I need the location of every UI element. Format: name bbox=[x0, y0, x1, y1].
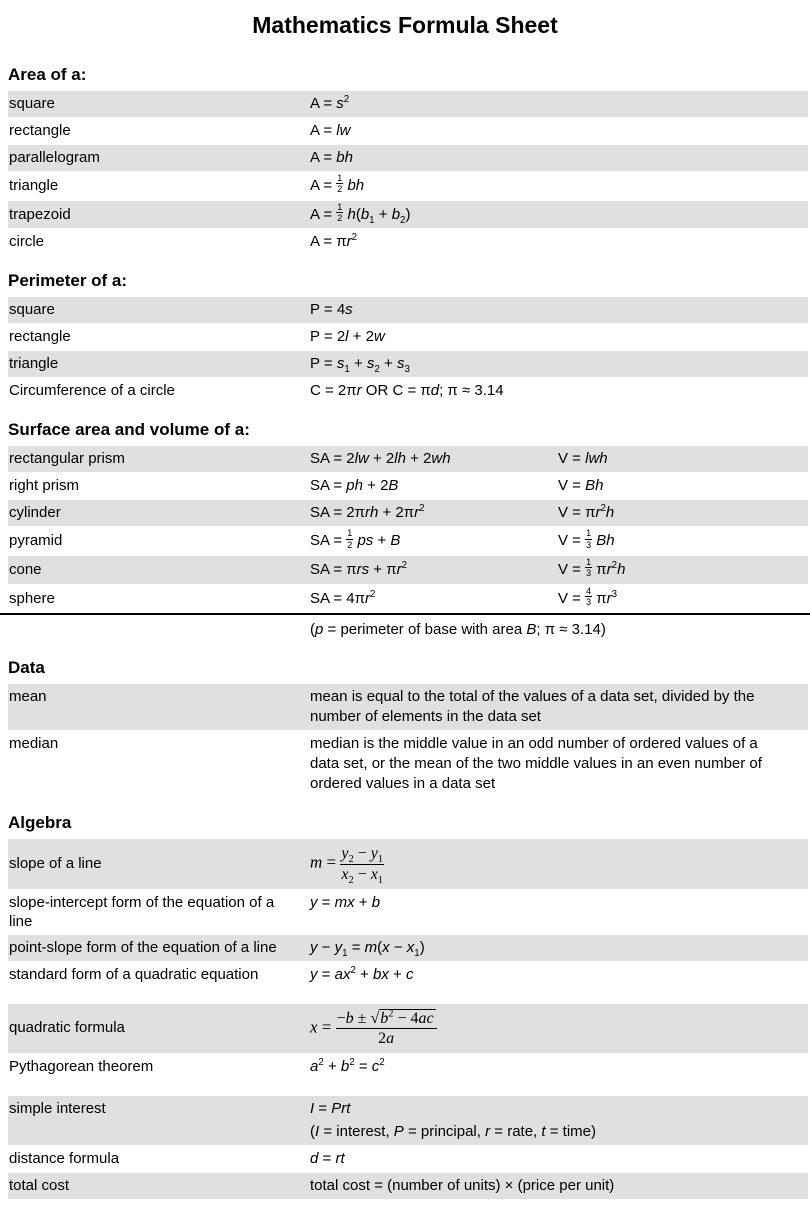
row-square bbox=[8, 297, 808, 323]
row-label: total cost bbox=[9, 1177, 70, 1195]
row-formula: median is the middle value in an odd number of ordered values of a data set, or the mean of the two middle values in an even number of ordered values in a data set bbox=[310, 735, 762, 793]
row-label: pyramid bbox=[9, 532, 63, 550]
row-formula: SA = $\frac{1}{2}$ ps + B bbox=[310, 528, 401, 550]
section-area-of-a bbox=[0, 65, 810, 255]
table-footnote: (p = perimeter of base with area B; π ≈ 3.14) bbox=[310, 621, 606, 639]
row-label: cylinder bbox=[9, 504, 61, 522]
row-label: Circumference of a circle bbox=[9, 382, 175, 400]
row-label: parallelogram bbox=[9, 149, 100, 166]
table-divider bbox=[0, 613, 810, 615]
row-formula: $y = ax^2$ + bx + c bbox=[310, 964, 414, 983]
row-distance-formula bbox=[8, 1146, 808, 1172]
row-mean bbox=[8, 684, 808, 730]
row-triangle bbox=[8, 351, 808, 377]
row-label: cone bbox=[9, 560, 42, 578]
row-label: point-slope form of the equation of a line bbox=[9, 938, 277, 956]
row-formula: mean is equal to the total of the values of a data set, divided by the number of elements in the data set bbox=[310, 688, 755, 726]
row-label: circle bbox=[9, 233, 45, 251]
row-formula: P = 2l + 2w bbox=[310, 328, 385, 346]
row-formula: SA = 2lw + 2lh + 2wh bbox=[310, 450, 451, 468]
row-cone bbox=[8, 556, 808, 584]
row-formula: A = bh bbox=[310, 149, 353, 166]
row-cylinder bbox=[8, 500, 808, 526]
row-label: triangle bbox=[9, 176, 59, 194]
row-slope-intercept-form-of-the-equation-of-a-line bbox=[8, 890, 808, 934]
row-formula: x = $\frac{-b \pm √b^2 - 4ac}{2a}$ bbox=[310, 1009, 796, 1048]
row-formula: A = lw bbox=[310, 122, 351, 139]
row-label: simple interest bbox=[9, 1100, 106, 1118]
row-median bbox=[8, 731, 808, 797]
section-heading: Data bbox=[8, 658, 45, 678]
row-formula: $y - y_1 = m(x - x_1)$ bbox=[310, 938, 425, 959]
row-formula: A = $\frac{1}{2}$ $h(b_1 + b_2)$ bbox=[310, 201, 411, 226]
row-label: distance formula bbox=[9, 1150, 120, 1168]
section-heading: Algebra bbox=[8, 813, 72, 833]
section-data bbox=[0, 658, 810, 797]
square-root: $√b^2 - 4ac$ bbox=[370, 1008, 434, 1027]
row-formula: $a^2 + b^2 = c^2$ bbox=[310, 1057, 385, 1076]
row-slope-of-a-line bbox=[8, 839, 808, 888]
row-formula-volume: V = $\frac{1}{3}$ $\pi r^2h$ bbox=[558, 557, 626, 579]
row-formula-volume: V = $\frac{4}{3}$ $\pi r^3$ bbox=[558, 585, 618, 608]
row-trapezoid bbox=[8, 201, 808, 229]
row-label: square bbox=[9, 301, 55, 319]
row-spacer bbox=[0, 989, 810, 1004]
row-formula-volume: V = $\frac{1}{3}$ Bh bbox=[558, 528, 615, 550]
sections bbox=[0, 65, 810, 1199]
row-circle bbox=[8, 229, 808, 255]
row-formula-volume: V = lwh bbox=[558, 450, 608, 468]
row-sphere bbox=[8, 585, 808, 613]
row-rectangle bbox=[8, 324, 808, 350]
row-total-cost bbox=[8, 1173, 808, 1199]
section-perimeter-of-a bbox=[0, 271, 810, 404]
row-formula: m = $\frac{y_2 - y_1}{x_2 - x_1}$ bbox=[310, 845, 384, 886]
row-simple-interest bbox=[8, 1096, 808, 1145]
row-label: standard form of a quadratic equation bbox=[9, 965, 259, 983]
row-formula-volume: $V = \pi r^2h$ bbox=[558, 503, 615, 522]
row-formula: C = 2πr OR C = πd; π ≈ 3.14 bbox=[310, 382, 504, 400]
row-formula: SA = $4\pi r^2$ bbox=[310, 588, 376, 607]
row-rectangular-prism bbox=[8, 446, 808, 472]
section-heading: Perimeter of a: bbox=[8, 271, 128, 291]
row-label: slope of a line bbox=[9, 855, 102, 873]
page-title: Mathematics Formula Sheet bbox=[252, 12, 558, 38]
row-formula: SA = $2\pi rh + 2\pi r^2$ bbox=[310, 503, 425, 522]
row-right-prism bbox=[8, 473, 808, 499]
section-surface-area-and-volume-of-a bbox=[0, 420, 810, 642]
row-label: triangle bbox=[9, 355, 59, 373]
row-formula-volume: V = Bh bbox=[558, 477, 604, 495]
formula-sheet-page bbox=[0, 12, 810, 1199]
row-parallelogram bbox=[8, 145, 808, 171]
row-pythagorean-theorem bbox=[8, 1054, 808, 1080]
row-label: square bbox=[9, 95, 55, 112]
row-label: rectangle bbox=[9, 328, 71, 346]
row-circumference-of-a-circle bbox=[8, 378, 808, 404]
row-formula: $P = s_1 + s_2 + s_3$ bbox=[310, 355, 410, 376]
row-label: median bbox=[9, 735, 59, 753]
row-label: rectangle bbox=[9, 122, 71, 139]
row-triangle bbox=[8, 172, 808, 200]
row-pyramid bbox=[8, 527, 808, 555]
row-label: sphere bbox=[9, 589, 55, 607]
row-standard-form-of-a-quadratic-equation bbox=[8, 962, 808, 988]
section-algebra bbox=[0, 813, 810, 1199]
formula-note: (I = interest, P = principal, r = rate, t = time) bbox=[310, 1123, 596, 1141]
row-formula: d = rt bbox=[310, 1150, 345, 1168]
row-formula: I = Prt (I = interest, P = principal, r = rate, t = time) bbox=[310, 1099, 796, 1142]
row-point-slope-form-of-the-equation-of-a-line bbox=[8, 935, 808, 961]
row-formula: SA = ph + 2B bbox=[310, 477, 399, 495]
row-square bbox=[8, 91, 808, 117]
section-heading: Surface area and volume of a: bbox=[8, 420, 250, 440]
row-label: slope-intercept form of the equation of a line bbox=[9, 893, 275, 930]
row-formula: $A = s^2$ bbox=[310, 94, 350, 112]
row-formula: P = 4s bbox=[310, 301, 353, 319]
row-label: right prism bbox=[9, 477, 80, 495]
row-formula: $A = \pi r^2$ bbox=[310, 232, 358, 251]
row-formula: A = $\frac{1}{2}$ bh bbox=[310, 173, 365, 195]
row-label: rectangular prism bbox=[9, 450, 125, 468]
row-formula: total cost = (number of units) × (price per unit) bbox=[310, 1177, 615, 1195]
row-quadratic-formula bbox=[8, 1004, 808, 1053]
row-label: Pythagorean theorem bbox=[9, 1058, 154, 1076]
row-spacer bbox=[0, 1081, 810, 1096]
row-formula: y = mx + b bbox=[310, 893, 381, 911]
row-label: mean bbox=[9, 688, 47, 706]
section-heading: Area of a: bbox=[8, 65, 87, 84]
row-label: quadratic formula bbox=[9, 1019, 125, 1037]
row-formula: SA = $\pi rs + \pi r^2$ bbox=[310, 559, 408, 578]
row-rectangle bbox=[8, 118, 808, 144]
row-label: trapezoid bbox=[9, 205, 71, 223]
